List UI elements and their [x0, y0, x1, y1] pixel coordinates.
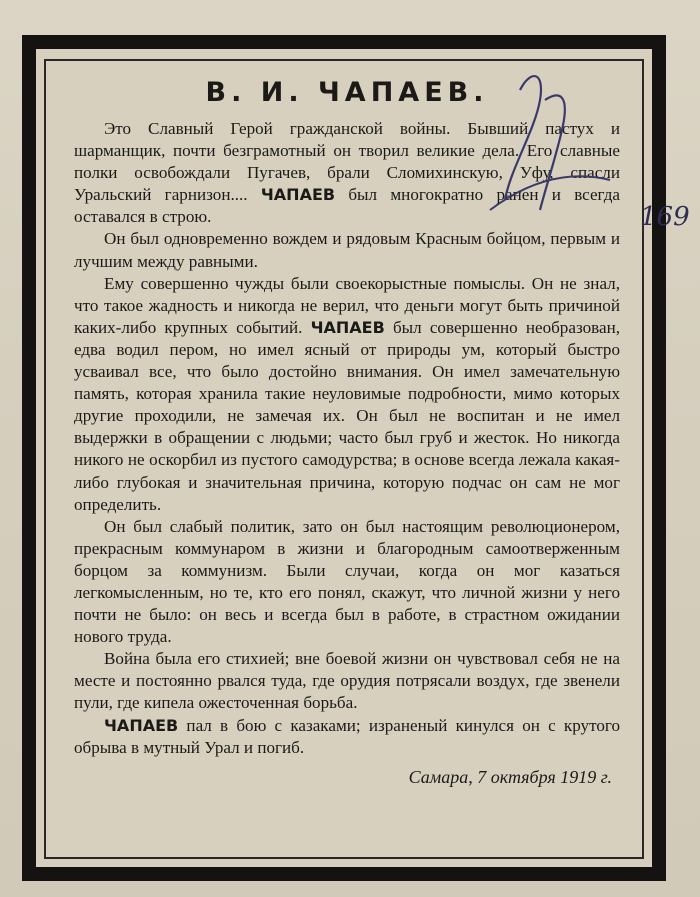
name-emphasis: ЧАПАЕВ	[310, 317, 385, 337]
text-run: Он был одновременно вождем и рядовым Красным бойцом, первым и лучшим между равными.	[74, 229, 620, 271]
body-paragraph	[74, 516, 620, 649]
name-emphasis: ЧАПАЕВ	[260, 185, 336, 205]
body-paragraph	[74, 118, 620, 228]
obituary-frame	[22, 35, 666, 881]
body-text	[74, 118, 620, 759]
text-run: был совершенно необразован, едва водил пером, но имел ясный от природы ум, который быстро усваивал все, что было достойно внимания. Он имел замечательную память, которая хранила такие неуловимые подробности, мимо которых другие проходили, не замечая их. Он был не воспитан и не имел выдержки в обращении с людьми; часто был груб и жесток. Но никогда никого не оскорбил из пустого самодурства; в основе всегда лежала какая-либо глубокая и значительная причина, которую подчас он сам не мог определить.	[74, 317, 620, 514]
text-run: Это Славный Герой гражданской войны. Бывший пастух и шарманщик, почти безграмотный он творил великие дела. Его славные полки освобождали Пугачев, брали Сломихинскую, Уфу, спасли Уральский гарнизон....	[74, 119, 620, 205]
text-run: пал в бою с казаками; израненый кинулся он с крутого обрыва в мутный Урал и погиб.	[74, 715, 620, 757]
signature-line: Самара, 7 октября 1919 г.	[408, 766, 612, 787]
handwritten-number: 169	[640, 202, 690, 232]
text-run: Он был слабый политик, зато он был настоящим революционером, прекрасным коммунаром в жизни и благородным самоотверженным борцом за коммунизм. Были случаи, когда он мог казаться легкомысленным, но те, кто его понял, скажут, что личной жизни у него почти не было: он весь и всегда был в работе, в страстном ожидании нового труда.	[74, 516, 620, 647]
obituary-inner-border	[44, 59, 644, 859]
body-paragraph	[74, 715, 620, 759]
document-title: В. И. ЧАПАЕВ.	[205, 77, 489, 108]
name-emphasis: ЧАПАЕВ	[104, 715, 179, 735]
text-run: Война была его стихией; вне боевой жизни он чувствовал себя не на месте и постоянно рвался туда, где орудия потрясали воздух, где звенели пули, где кипела ожесточенная борьба.	[74, 649, 620, 713]
text-run: Ему совершенно чужды были своекорыстные помыслы. Он не знал, что такое жадность и никогда не верил, что деньги могут быть причиной каких-либо крупных событий.	[74, 273, 620, 337]
body-paragraph	[74, 228, 620, 272]
body-paragraph	[74, 648, 620, 714]
body-paragraph	[74, 273, 620, 516]
text-run: был многократно ранен и всегда оставался в строю.	[74, 185, 620, 227]
